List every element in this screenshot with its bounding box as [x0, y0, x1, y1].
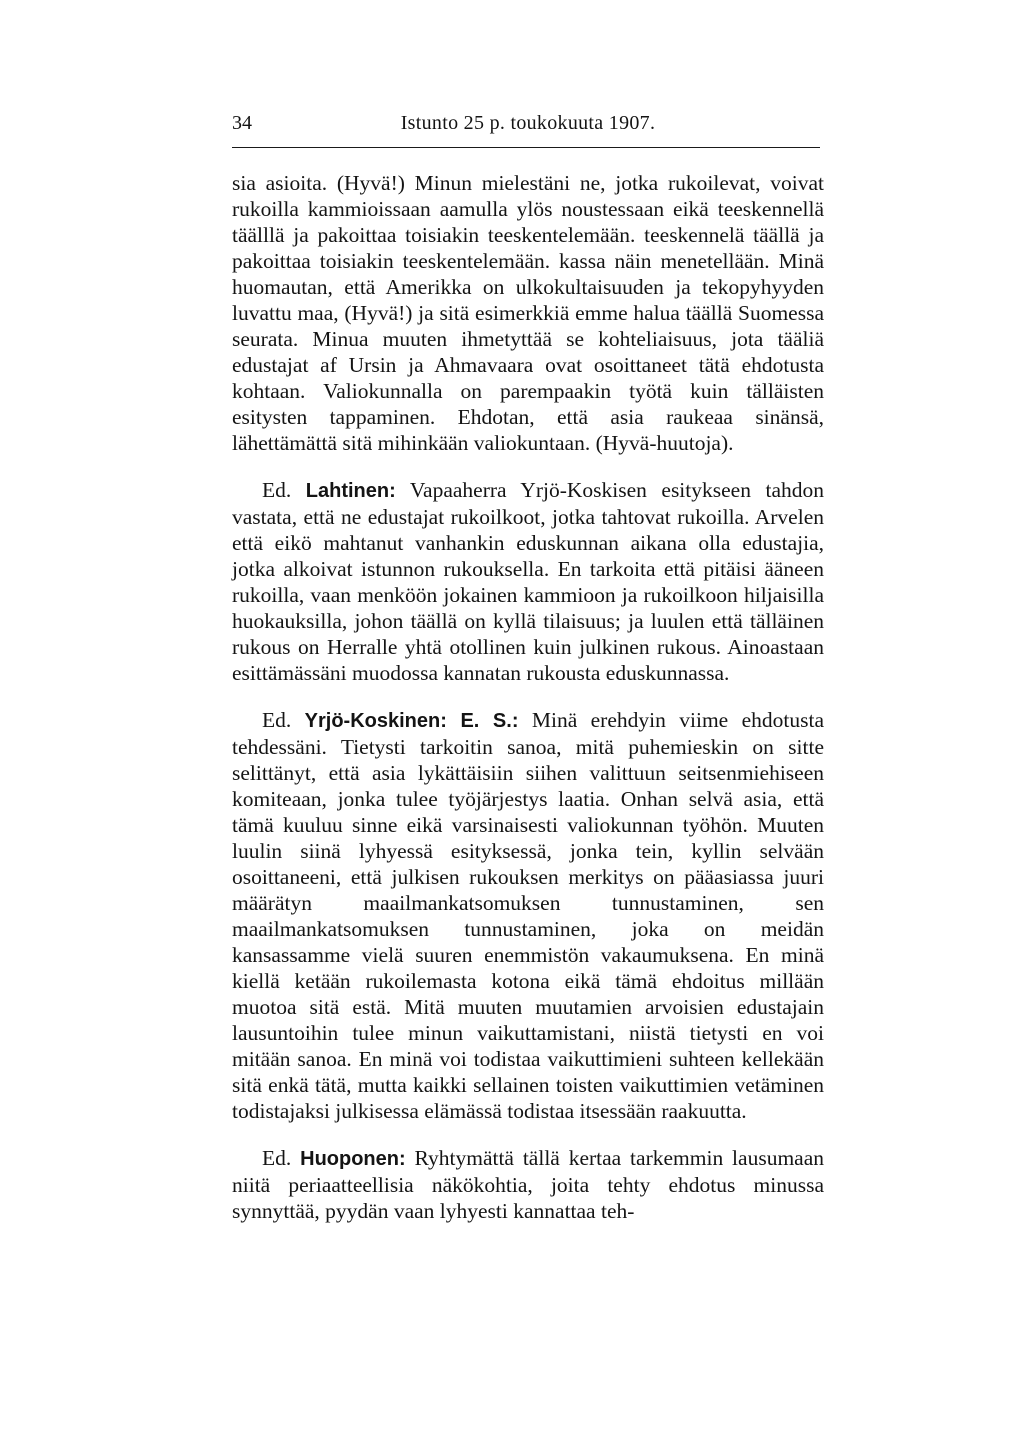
paragraph-text: Vapaaherra Yrjö-Koskisen esitykseen tahdon vastata, että ne edustajat rukoilkoot, jotka tahtovat rukoilla. Arvelen että eikö mahtanut vanhankin eduskunnan aikana olla edustajia, jotka alkoivat istunnon rukouksella. En tarkoita että pitäisi ääneen rukoilla, vaan menköön jokainen kammioon ja rukoilkoon hiljaisilla huokauksilla, johon täällä on kyllä tilaisuus; ja luulen että tälläinen rukous on Herralle yhtä otollinen kuin julkinen rukous. Ainoastaan esittämässäni muodossa kannatan rukousta eduskunnassa. — [232, 478, 824, 685]
page-header — [232, 112, 824, 140]
running-head: Istunto 25 p. toukokuuta 1907. — [400, 112, 656, 134]
header-rule — [232, 147, 820, 148]
speaker-prefix: Ed. — [262, 708, 292, 732]
page-number: 34 — [232, 112, 252, 134]
body-text — [232, 170, 824, 1224]
paragraph-text: Ryhtymättä tällä kertaa tarkemmin lausumaan niitä periaatteellisia näkökohtia, joita tehty ehdotus minussa synnyttää, pyydän vaan lyhyesti kannattaa teh- — [232, 1146, 824, 1223]
speaker-prefix: Ed. — [262, 1146, 292, 1170]
speaker-name: Huoponen: — [300, 1148, 406, 1170]
paragraph-speech-huoponen — [232, 1145, 824, 1224]
paragraph-text: Minä erehdyin viime ehdotusta tehdessäni. Tietysti tarkoitin sanoa, mitä puhemieskin on sitte selittänyt, että asia lykättäisiin siihen valittuun seitsenmiehiseen komiteaan, jonka tulee työjärjestys laatia. Onhan selvä asia, että tämä kuuluu sinne eikä varsinaisesti valiokunnan työhön. Muuten luulin siinä lyhyessä esityksessä, jonka tein, kyllin selvään osoittaneeni, että julkisen rukouksen merkitys on pääasiassa juuri määrätyn maailmankatsomuksen tunnustaminen, sen maailmankatsomuksen tunnustaminen, joka on meidän kansassamme vielä suuren enemmistön vakaumuksena. En minä kiellä ketään rukoilemasta kotona eikä tämä ehdoitus millään muotoa sitä estä. Mitä muuten muutamien arvoisien edustajain lausuntoihin tulee minun vaikuttamistani, niistä tietysti en voi mitään sanoa. En minä voi todistaa vaikuttimieni suhteen kellekään sitä enkä tätä, mutta kaikki sellainen toisten vaikuttimien vetäminen todistajaksi julkisessa elämässä todistaa itsessään raakuutta. — [232, 708, 824, 1123]
paragraph-speech-yrjo-koskinen — [232, 707, 824, 1124]
speaker-name: Yrjö-Koskinen: E. S.: — [304, 710, 519, 732]
paragraph-speech-lahtinen — [232, 477, 824, 686]
speaker-prefix: Ed. — [262, 478, 292, 502]
paragraph-text: sia asioita. (Hyvä!) Minun mielestäni ne, jotka rukoilevat, voivat rukoilla kammioissaan aamulla ylös noustessaan eikä teeskennellä täälllä ja pakoittaa toisiakin teeskentelemään. teeskennelä täällä ja pakoittaa toisiakin teeskentelemään. kassa näin menetellään. Minä huomautan, että Amerikka on ulkokultaisuuden ja tekopyhyyden luvattu maa, (Hyvä!) ja sitä esimerkkiä emme halua täällä Suomessa seurata. Minua muuten ihmetyttää se kohteliaisuus, jota tääliä edustajat af Ursin ja Ahmavaara ovat osoittaneet tätä ehdotusta kohtaan. Valiokunnalla on parempaakin työtä kuin tälläisten esitysten tappaminen. Ehdotan, että asia raukeaa sinänsä, lähettämättä sitä mihinkään valiokuntaan. (Hyvä-huutoja). — [232, 171, 824, 455]
paragraph-continuation — [232, 170, 824, 456]
speaker-name: Lahtinen: — [305, 480, 396, 502]
